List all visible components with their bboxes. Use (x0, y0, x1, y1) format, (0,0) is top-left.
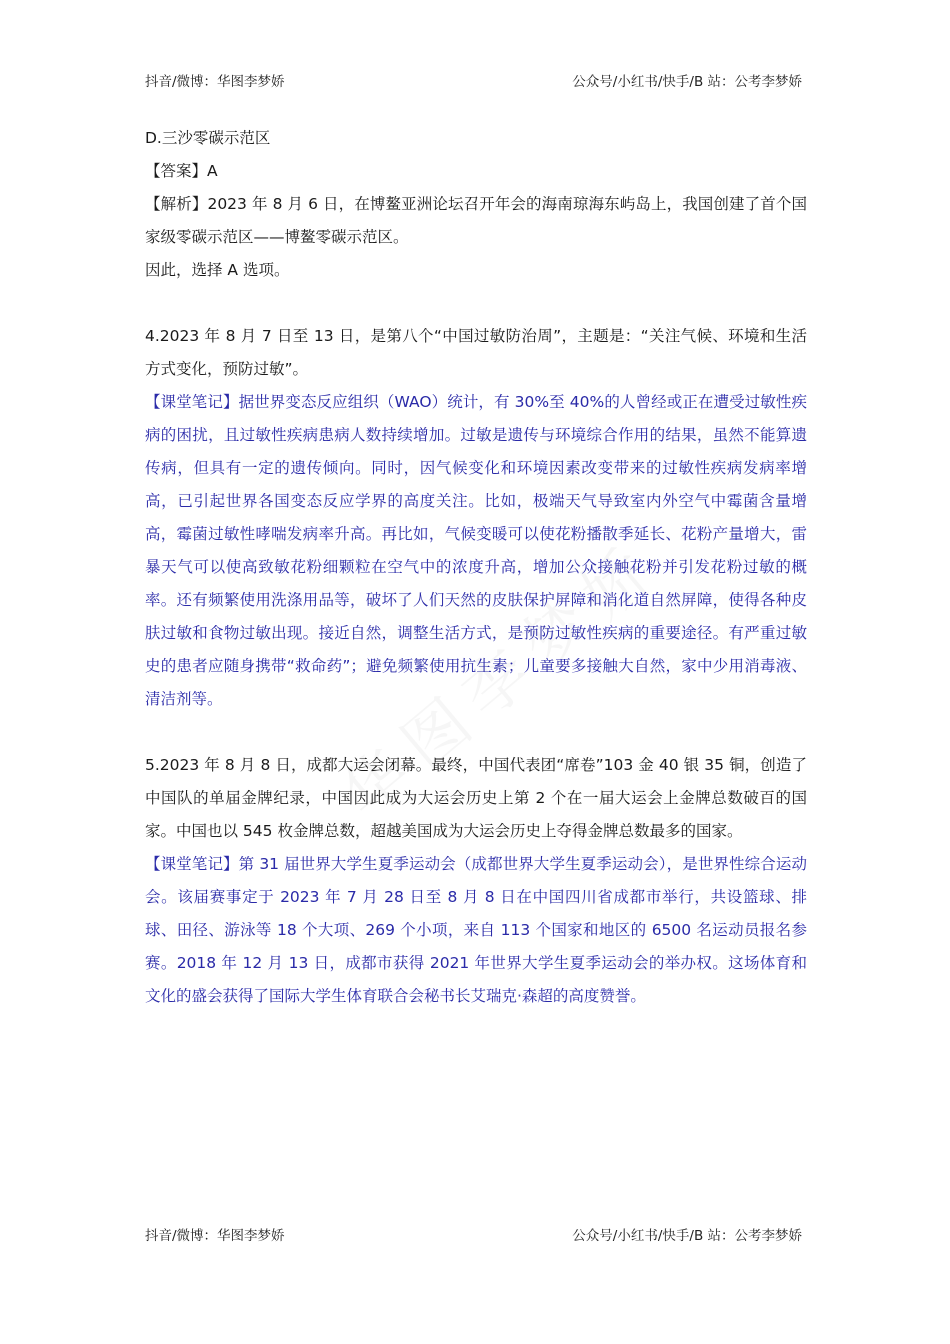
answer: 【答案】A (145, 162, 218, 180)
footer-left: 抖音/微博：华图李梦娇 (145, 1228, 285, 1244)
option-d: D.三沙零碳示范区 (145, 129, 271, 147)
header-right: 公众号/小红书/快手/B 站：公考李梦娇 (572, 74, 802, 90)
document-body (145, 122, 807, 1013)
item-4-note: 【课堂笔记】据世界变态反应组织（WAO）统计，有 30%至 40%的人曾经或正在遭受过敏性疾病的困扰，且过敏性疾病患病人数持续增加。过敏是遗传与环境综合作用的结果，虽然不能算遗传病，但具有一定的遗传倾向。同时，因气候变化和环境因素改变带来的过敏性疾病发病率增高，已引起世界各国变态反应学界的高度关注。比如，极端天气导致室内外空气中霉菌含量增高，霉菌过敏性哮喘发病率升高。再比如，气候变暖可以使花粉播散季延长、花粉产量增大，雷暴天气可以使高致敏花粉细颗粒在空气中的浓度升高，增加公众接触花粉并引发花粉过敏的概率。还有频繁使用洗涤用品等，破坏了人们天然的皮肤保护屏障和消化道自然屏障，使得各种皮肤过敏和食物过敏出现。接近自然，调整生活方式，是预防过敏性疾病的重要途径。有严重过敏史的患者应随身携带“救命药”；避免频繁使用抗生素；儿童要多接触大自然，家中少用消毒液、清洁剂等。 (145, 393, 807, 708)
item-5-text: 5.2023 年 8 月 8 日，成都大运会闭幕。最终，中国代表团“席卷”103 金 40 银 35 铜，创造了中国队的单届金牌纪录，中国因此成为大运会历史上第 2 个在一届大运会上金牌总数破百的国家。中国也以 545 枚金牌总数，超越美国成为大运会历史上夺得金牌总数最多的国家。 (145, 756, 807, 840)
page-header (145, 70, 802, 90)
item-5-note: 【课堂笔记】第 31 届世界大学生夏季运动会（成都世界大学生夏季运动会），是世界性综合运动会。该届赛事定于 2023 年 7 月 28 日至 8 月 8 日在中国四川省成都市举行，共设篮球、排球、田径、游泳等 18 个大项、269 个小项，来自 113 个国家和地区的 6500 名运动员报名参赛。2018 年 12 月 13 日，成都市获得 2021 年世界大学生夏季运动会的举办权。这场体育和文化的盛会获得了国际大学生体育联合会秘书长艾瑞克·森超的高度赞誉。 (145, 855, 807, 1005)
analysis: 【解析】2023 年 8 月 6 日，在博鳌亚洲论坛召开年会的海南琼海东屿岛上，我国创建了首个国家级零碳示范区——博鳌零碳示范区。 (145, 195, 807, 246)
page-footer (145, 1224, 802, 1244)
conclusion: 因此，选择 A 选项。 (145, 261, 290, 279)
header-left: 抖音/微博：华图李梦娇 (145, 74, 285, 90)
footer-right: 公众号/小红书/快手/B 站：公考李梦娇 (572, 1228, 802, 1244)
item-4-text: 4.2023 年 8 月 7 日至 13 日，是第八个“中国过敏防治周”，主题是：“关注气候、环境和生活方式变化，预防过敏”。 (145, 327, 807, 378)
